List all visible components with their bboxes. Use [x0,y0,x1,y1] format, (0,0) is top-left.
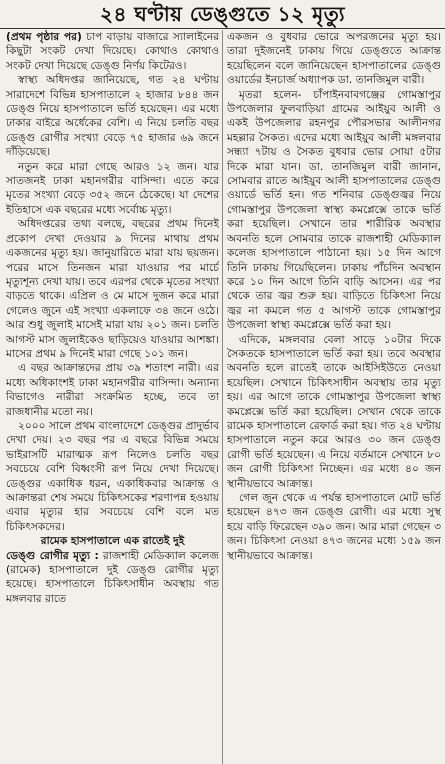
left-column [6,30,219,764]
paragraph-rajshahi [6,549,219,607]
paragraph-two-deaths: একজন ও বুধবার ভোরে অপরজনের মৃত্যু হয়। তারা দুইজনেই ঢাকায় গিয়ে ডেঙ্গুতে আক্রান্ত হয়েছিলেন বলে জানিয়েছেন হাসপাতালের ডেঙ্গু ওয়ার্ডের ইনচার্জ অধ্যাপক ডা. তানজিমুল বারী। [227,31,441,87]
subheading-line-2: ডেঙ্গু রোগীর মৃত্যু : [6,549,99,562]
paragraph-intro [6,30,219,73]
paragraph-deceased: মৃতরা হলেন- চাঁপাইনবাবগঞ্জের গোমস্তাপুর উপজেলার ফুলবাড়িয়া গ্রামের আইয়ুব আলী ও একই উপজেলার রহনপুর পৌরসভার আলীনগর মহল্লার সৈকত। এদের মধ্যে আইয়ুব আলী মঙ্গলবার সন্ধ্যা ৭টায় ও সৈকত বুধবার ভোর সোয়া ৫টার দিকে মারা যান। ডা. তানজিমুল বারী জানান, সোমবার রাতে আইয়ুব আলী হাসপাতালের ডেঙ্গু ওয়ার্ডে ভর্তি হন। গত শনিবার ডেঙ্গুজ্বর নিয়ে গোমস্তাপুর উপজেলা স্বাস্থ্য কমপ্লেক্সে তাকে ভর্তি করা হয়েছিল। সেখানে তার শারীরিক অবস্থার অবনতি হলে সোমবার তাকে রাজশাহী মেডিক্যাল কলেজ হাসপাতালে পাঠানো হয়। ১৫ দিন আগে তিনি ঢাকায় গিয়েছিলেন। ঢাকায় পাঁচদিন অবস্থান করে ১০ দিন আগে তিনি বাড়ি আসেন। এর পর থেকে তার জ্বর শুরু হয়। বাড়িতে চিকিৎসা নিয়ে জ্বর না কমলে গত ৫ আগস্ট তাকে গোমস্তাপুর উপজেলা স্বাস্থ্য কমপ্লেক্সে ভর্তি করা হয়। [227,88,441,332]
headline: ২৪ ঘণ্টায় ডেঙ্গুতে ১২ মৃত্যু [99,2,346,26]
continuation-label: (প্রথম পৃষ্ঠার পর) [6,31,82,43]
paragraph-monthly-deaths: অধিদপ্তরের তথ্য বলছে, বছরের প্রথম দিনেই প্রকোপ দেখা দেওয়ার ৯ দিনের মাথায় প্রথম একজনের মৃত্যু হয়। জানুয়ারিতে মারা যায় ছয়জন। পরের মাসে তিনজন মারা যাওয়ার পর মার্চে মৃত্যুশূন্য দেখা যায়। তবে এরপর থেকে মৃতের সংখ্যা বাড়তে থাকে। এপ্রিল ও মে মাসে দুজন করে মারা গেলেও জুনে এই সংখ্যা একলাফে ৩৪ জনে ওঠে। আর শুধু জুলাই মাসেই মারা যায় ২০১ জন। চলতি আগস্ট মাস জুলাইকেও ছাড়িয়েও যাওয়ার আশঙ্কা। মাসের প্রথম ৯ দিনেই মারা গেছে ১০১ জন। [6,218,219,360]
paragraph-hospitalized: স্বাস্থ্য অধিদপ্তর জানিয়েছে, গত ২৪ ঘণ্টায় সারাদেশে বিভিন্ন হাসপাতালে ২ হাজার ৮৪৪ জন ডেঙ্গু নিয়ে হাসপাতালে ভর্তি হয়েছেন। এর মধ্যে ঢাকার বাইরে অর্ধেকের বেশি। এ নিয়ে চলতি বছর ডেঙ্গু রোগীর সংখ্যা বেড়ে ৭৫ হাজার ৬৯ জনে দাঁড়িয়েছে। [6,74,219,159]
paragraph-deaths: নতুন করে মারা গেছে আরও ১২ জন। যার সাতজনই ঢাকা মহানগরীর বাসিন্দা। এতে করে মৃতের সংখ্যা বেড়ে ৩৫২ জনে ঠেকেছে। যা দেশের ইতিহাসে এক বছরের মধ্যে সর্বোচ্চ মৃত্যু। [6,160,219,216]
paragraph-history: ২০০০ সালে প্রথম বাংলাদেশে ডেঙ্গুর প্রাদুর্ভাব দেখা দেয়। ২৩ বছর পর এ বছরে বিভিন্ন সময়ে ভাইরাসটি মারাত্মক রূপ নিলেও চলতি বছর সবচেয়ে বেশি বিধ্বংসী রূপ নিয়ে দেখা দিয়েছে। ডেঙ্গুর একাধিক ধরন, একাধিকবার আক্রান্ত ও আক্রান্তরা শেষ সময়ে চিকিৎসকের শরণাপন্ন হওয়ায় এবার মৃত্যুর হার সবচেয়ে বেশি বলে মত চিকিৎসকদের। [6,419,219,533]
right-column [227,30,441,764]
subheading-line-1: রামেক হাসপাতালে এক রাতেই দুই [40,535,185,548]
paragraph-rajshahi-text: রাজশাহী মেডিক্যাল কলেজ (রামেক) হাসপাতালে দুই ডেঙ্গু রোগীর মৃত্যু হয়েছে। হাসপাতালে চিকিৎসাধীন অবস্থায় গত মঙ্গলবার রাতে [6,549,219,605]
paragraph-saikat: এদিকে, মঙ্গলবার বেলা সাড়ে ১০টার দিকে সৈকতকে হাসপাতালে ভর্তি করা হয়। তবে অবস্থার অবনতি হলে রাতেই তাকে আইসিইউতে নেওয়া হয়েছিল। সেখানে চিকিৎসাধীন অবস্থায় তার মৃত্যু হয়। এর আগে তাকে গোমস্তাপুর উপজেলা স্বাস্থ্য কমপ্লেক্সে ভর্তি করা হয়েছিল। সেখান থেকে তাকে রামেক হাসপাতালে রেফার্ড করা হয়। গত ২৪ ঘণ্টায় হাসপাতালে নতুন করে আরও ৩০ জন ডেঙ্গু রোগী ভর্তি হয়েছেন। এ নিয়ে বর্তমানে সেখানে ৮০ জন রোগী চিকিৎসা নিচ্ছেন। এর মধ্যে ৪০ জন স্থানীয়ভাবে আক্রান্ত। [227,333,441,490]
headline-rule [0,28,445,29]
paragraph-intro-text: চাপ বাড়ায় বাজারে স্যালাইনের কিছুটা সংকট দেখা দিয়েছে। কোথাও কোথাও সংকট দেখা দিয়েছে ডেঙ্গু নির্ণয় কিটেরও। [6,31,219,72]
paragraph-totals: গেল জুন থেকে এ পর্যন্ত হাসপাতালে মোট ভর্তি হয়েছেন ৪৭৩ জন ডেঙ্গু রোগী। এর মধ্যে সুস্থ হয়ে বাড়ি ফিরেছেন ৩৯০ জন। আর মারা গেছেন ৩ জন। চিকিৎসা নেওয়া ৪৭৩ জনের মধ্যে ১৫৯ জন স্থানীয়ভাবে আক্রান্ত। [227,492,441,562]
paragraph-women: এ বছর আক্রান্তদের প্রায় ৩৯ শতাংশ নারী। এর মধ্যে অধিকাংশই ঢাকা মহানগরীর বাসিন্দা। অন্যান্য বিভাগেও নারীরা সংক্রমিত হচ্ছে, তবে তা রাজধানীর মতো নয়। [6,362,219,418]
subheading [6,534,219,548]
column-divider [222,30,223,764]
